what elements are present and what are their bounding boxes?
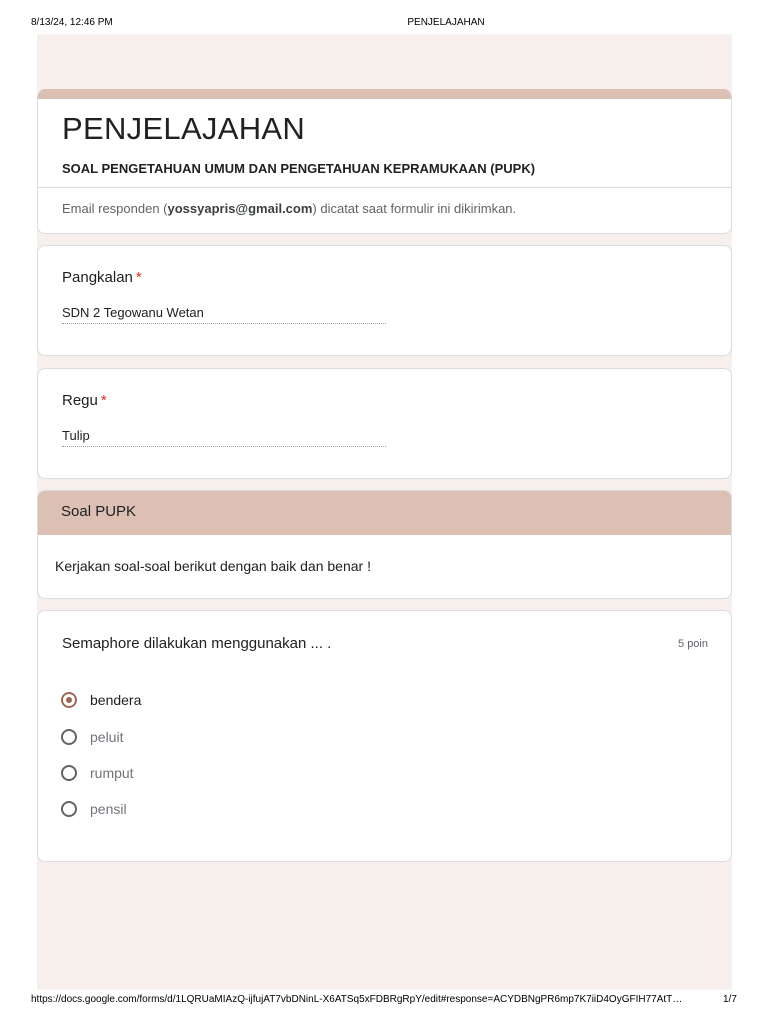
choice-option[interactable] [61,762,134,784]
required-marker: * [135,269,142,286]
choice-label: bendera [90,692,142,708]
print-page-number: 1/7 [723,994,737,1005]
section-title: Soal PUPK [61,503,137,520]
radio-unchecked-icon[interactable] [61,801,77,817]
multiple-choice-card [37,610,732,862]
radio-unchecked-icon[interactable] [61,729,77,745]
short-answer-field[interactable]: Tulip [62,428,386,447]
question-title-text: Pangkalan [62,269,133,286]
form-canvas [37,34,732,990]
section-header [38,491,731,535]
points-badge: 5 poin [678,638,708,650]
form-description: SOAL PENGETAHUAN UMUM DAN PENGETAHUAN KEPRAMUKAAN (PUPK) [62,161,536,176]
choice-label: peluit [90,729,124,745]
radio-unchecked-icon[interactable] [61,765,77,781]
question-title [62,392,107,409]
choice-label: pensil [90,801,127,817]
question-card-regu [37,368,732,479]
theme-accent-strip [38,89,731,99]
respondent-email: yossyapris@gmail.com [167,201,313,216]
section-description: Kerjakan soal-soal berikut dengan baik dan benar ! [55,558,371,574]
print-page-title: PENJELAJAHAN [407,17,485,28]
choice-option[interactable] [61,726,123,748]
print-url: https://docs.google.com/forms/d/1LQRUaMIAzQ-ijfujAT7vbDNinL-X6ATSq5xFDBRgRpY/edit#response=ACYDBNgPR6mp7K7iiD4OyGFIH77AtT… [31,994,683,1005]
question-title [62,269,142,286]
radio-checked-icon[interactable] [61,692,77,708]
print-header [0,17,768,31]
form-header-card [37,89,732,234]
question-card-pangkalan [37,245,732,356]
short-answer-field[interactable]: SDN 2 Tegowanu Wetan [62,305,386,324]
email-notice-suffix: ) dicatat saat formulir ini dikirimkan. [312,201,517,216]
header-divider [38,187,731,188]
email-notice [62,201,516,216]
choice-label: rumput [90,765,134,781]
choice-option[interactable] [61,798,127,820]
section-card [37,490,732,599]
print-footer [0,994,768,1008]
form-title: PENJELAJAHAN [62,111,306,146]
question-title: Semaphore dilakukan menggunakan ... . [62,635,332,652]
email-notice-prefix: Email responden ( [62,201,168,216]
question-title-text: Regu [62,392,98,409]
print-datetime: 8/13/24, 12:46 PM [31,17,113,28]
required-marker: * [100,392,107,409]
choice-option[interactable] [61,689,141,711]
